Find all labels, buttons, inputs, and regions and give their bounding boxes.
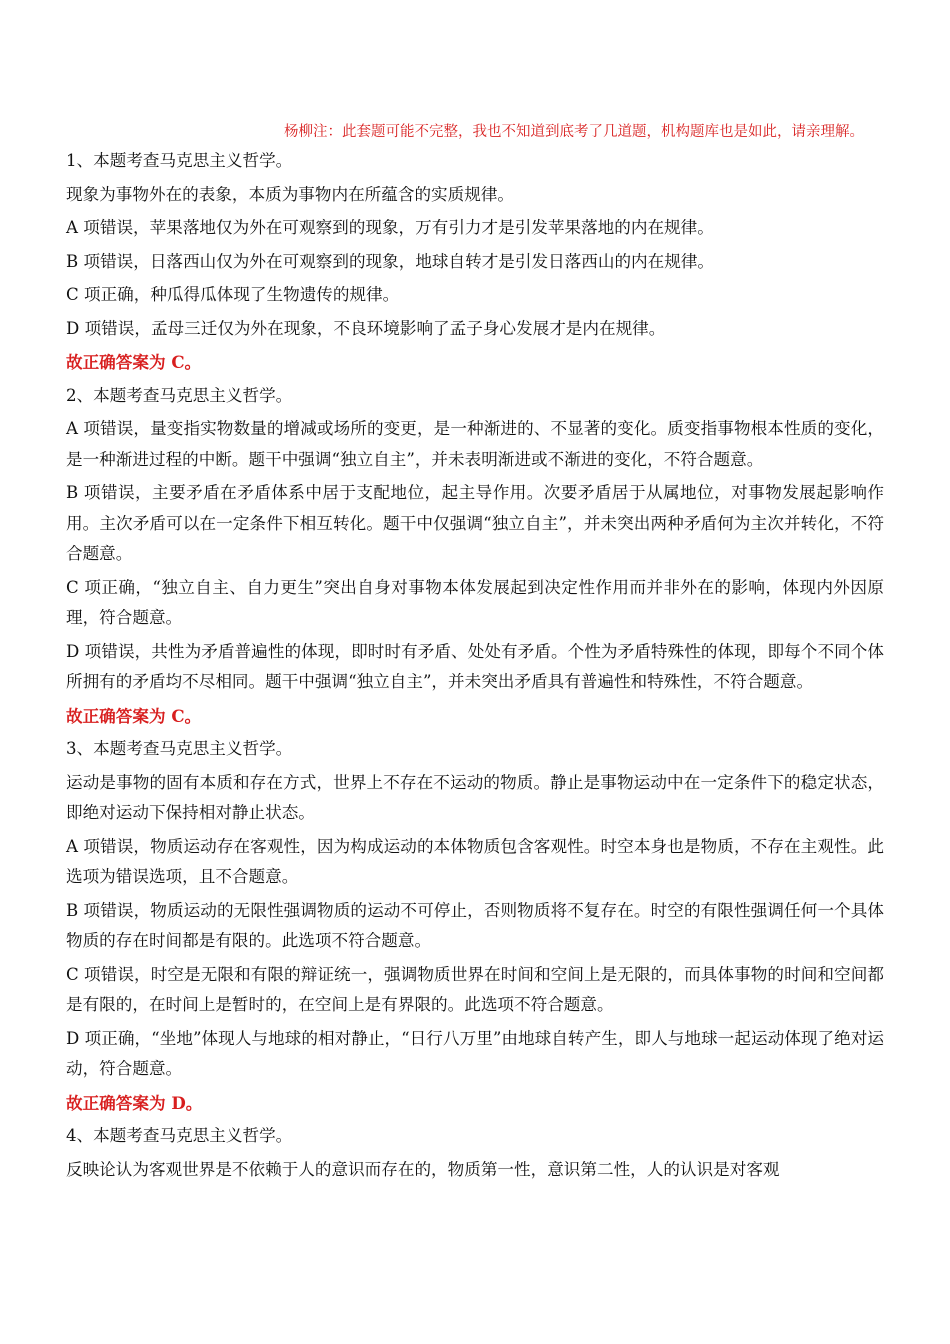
option-d-analysis: D 项错误，孟母三迁仅为外在现象，不良环境影响了孟子身心发展才是内在规律。	[66, 318, 666, 338]
explanation-paragraph: 运动是事物的固有本质和存在方式，世界上不存在不运动的物质。静止是事物运动中在一定条件下的稳定状态，即绝对运动下保持相对静止状态。	[66, 772, 884, 822]
option-b-analysis: B 项错误，物质运动的无限性强调物质的运动不可停止，否则物质将不复存在。时空的有限性强调任何一个具体物质的存在时间都是有限的。此选项不符合题意。	[66, 900, 884, 950]
question-block	[66, 1121, 884, 1185]
option-c-analysis: C 项错误，时空是无限和有限的辩证统一，强调物质世界在时间和空间上是无限的，而具体事物的时间和空间都是有限的，在时间上是暂时的，在空间上是有界限的。此选项不符合题意。	[66, 964, 884, 1014]
question-title: 3、本题考查马克思主义哲学。	[66, 739, 293, 758]
explanation-paragraph: 现象为事物外在的表象，本质为事物内在所蕴含的实质规律。	[66, 184, 515, 204]
option-b-analysis: B 项错误，日落西山仅为外在可观察到的现象，地球自转才是引发日落西山的内在规律。	[66, 251, 715, 271]
correct-answer: 故正确答案为 D。	[66, 1092, 203, 1113]
option-a-analysis: A 项错误，苹果落地仅为外在可观察到的现象，万有引力才是引发苹果落地的内在规律。	[66, 218, 714, 237]
option-d-analysis: D 项错误，共性为矛盾普遍性的体现，即时时有矛盾、处处有矛盾。个性为矛盾特殊性的体现，即每个不同个体所拥有的矛盾均不尽相同。题干中强调“独立自主”，并未突出矛盾具有普遍性和特殊性，不符合题意。	[66, 641, 884, 691]
option-b-analysis: B 项错误，主要矛盾在矛盾体系中居于支配地位，起主导作用。次要矛盾居于从属地位，对事物发展起影响作用。主次矛盾可以在一定条件下相互转化。题干中仅强调“独立自主”，并未突出两种矛盾何为主次并转化，不符合题意。	[66, 483, 884, 563]
document-page	[66, 118, 884, 1188]
question-block	[66, 146, 884, 378]
correct-answer: 故正确答案为 C。	[66, 352, 202, 372]
question-block	[66, 734, 884, 1118]
question-title: 2、本题考查马克思主义哲学。	[66, 385, 293, 405]
question-block	[66, 381, 884, 732]
option-a-analysis: A 项错误，物质运动存在客观性，因为构成运动的本体物质包含客观性。时空本身也是物质，不存在主观性。此选项为错误选项，且不合题意。	[66, 836, 884, 886]
correct-answer: 故正确答案为 C。	[66, 705, 202, 726]
question-title: 1、本题考查马克思主义哲学。	[66, 151, 293, 170]
option-a-analysis: A 项错误，量变指实物数量的增减或场所的变更，是一种渐进的、不显著的变化。质变指事物根本性质的变化，是一种渐进过程的中断。题干中强调“独立自主”，并未表明渐进或不渐进的变化，不符合题意。	[66, 419, 884, 469]
option-c-analysis: C 项正确，种瓜得瓜体现了生物遗传的规律。	[66, 285, 400, 304]
option-c-analysis: C 项正确，“独立自主、自力更生”突出自身对事物本体发展起到决定性作用而并非外在的影响，体现内外因原理，符合题意。	[66, 577, 884, 627]
option-d-analysis: D 项正确，“坐地”体现人与地球的相对静止，“日行八万里”由地球自转产生，即人与地球一起运动体现了绝对运动，符合题意。	[66, 1028, 884, 1078]
explanation-paragraph: 反映论认为客观世界是不依赖于人的意识而存在的，物质第一性，意识第二性，人的认识是对客观	[66, 1159, 780, 1179]
question-title: 4、本题考查马克思主义哲学。	[66, 1126, 293, 1145]
editor-note: 杨柳注：此套题可能不完整，我也不知道到底考了几道题，机构题库也是如此，请亲理解。	[284, 124, 864, 140]
